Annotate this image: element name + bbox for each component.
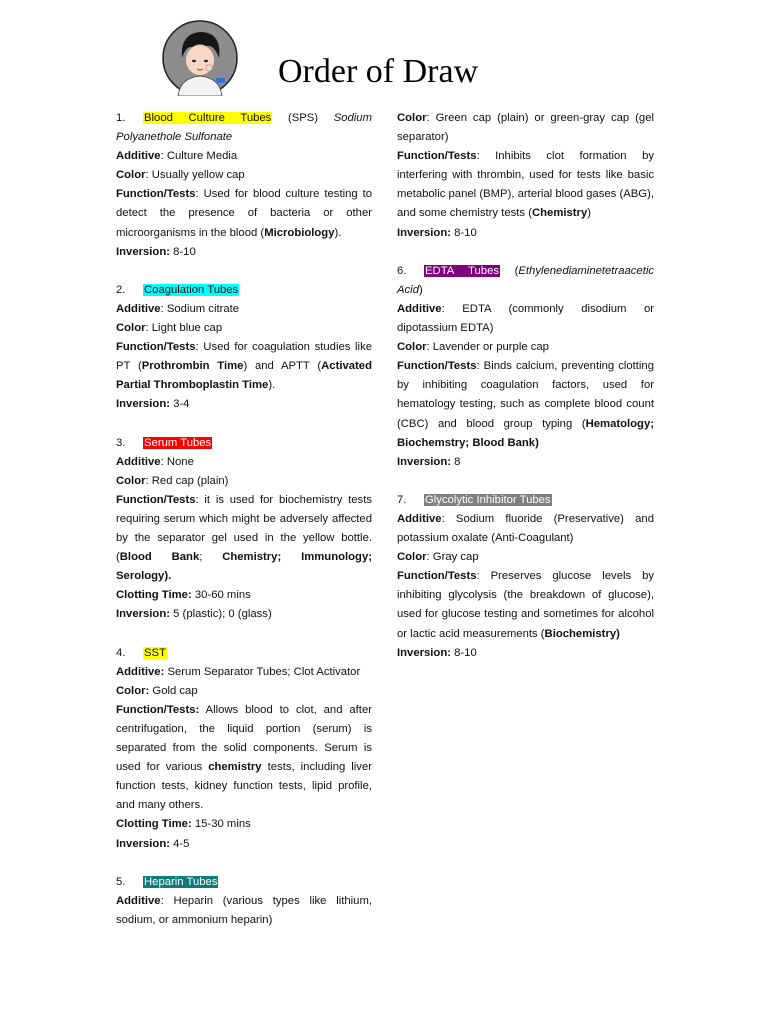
function-text: Allows blood to clot, and after centrifugation, the liquid portion (serum) is separated from the solid components. Serum is used for various xyxy=(116,703,372,774)
inversion-label: Inversion: xyxy=(116,398,170,411)
inversion-label: Inversion: xyxy=(116,245,170,258)
test-name: Prothrombin Time xyxy=(141,360,244,373)
section-number: 3. xyxy=(116,436,126,449)
tube-name-highlight: Heparin Tubes xyxy=(144,875,218,888)
inversion-value: 3-4 xyxy=(170,398,190,411)
function-label: Function/Tests xyxy=(397,360,477,373)
color-label: Color xyxy=(116,474,146,487)
additive-label: Additive xyxy=(116,455,161,468)
inversion-label: Inversion: xyxy=(397,455,451,468)
inversion-label: Inversion: xyxy=(116,608,170,621)
page-title: Order of Draw xyxy=(278,53,479,90)
tube-name-highlight: Glycolytic Inhibitor Tubes xyxy=(425,493,551,506)
color-label: Color xyxy=(116,169,146,182)
tube-name-highlight: Blood Culture Tubes xyxy=(144,112,272,124)
function-text: : it is used for biochemistry tests requiring serum which might be adversely affected by the separator gel used in the yellow bottle. ( xyxy=(116,493,372,564)
color-label: Color xyxy=(116,322,146,335)
color-value: : Light blue cap xyxy=(145,322,223,335)
function-label: Function/Tests xyxy=(116,341,196,354)
tube-name-highlight: SST xyxy=(144,646,166,659)
section-number: 1. xyxy=(116,112,126,124)
section-sst: 4. SST Additive: Serum Separator Tubes; Clot Activator Color: Gold cap Function/Tests: Allows blood to clot, and after centrifugation, the liquid portion (serum) is separated from the solid components. Serum is used for various chemistry tests, including liver function tests, kidney function tests, lipid profile, and many others. Clotting Time: 15-30 mins Inversion: 4-5 xyxy=(116,644,372,854)
avatar-illustration xyxy=(162,20,238,96)
inversion-value: 5 (plastic); 0 (glass) xyxy=(170,608,272,621)
section-number: 5. xyxy=(116,875,126,888)
color-label: Color xyxy=(397,341,427,354)
additive-value: : EDTA (commonly disodium or dipotassium EDTA) xyxy=(397,302,654,335)
tube-name-highlight: Serum Tubes xyxy=(144,436,212,449)
inversion-label: Inversion: xyxy=(116,837,170,850)
color-label: Color xyxy=(397,551,427,564)
function-label: Function/Tests xyxy=(397,150,477,163)
additive-label: Additive xyxy=(116,302,161,315)
section-glycolytic xyxy=(397,491,654,663)
inversion-value: 8-10 xyxy=(451,646,477,659)
additive-label: Additive xyxy=(116,894,161,907)
function-text: : Binds calcium, preventing clotting by inhibiting coagulation factors, used for hematology testing, such as complete blood count (CBC) and blood group typing ( xyxy=(397,360,654,430)
tube-name-highlight: Coagulation Tubes xyxy=(144,283,239,296)
clotting-value: 15-30 mins xyxy=(191,818,251,831)
function-label: Function/Tests xyxy=(397,570,477,583)
inversion-value: 8 xyxy=(451,455,461,468)
department: chemistry xyxy=(208,761,262,774)
color-value: Gold cap xyxy=(149,684,198,697)
department: Microbiology xyxy=(264,226,335,239)
additive-full-name: Sodium Polyanethole Sulfonate xyxy=(116,112,372,144)
section-number: 4. xyxy=(116,646,126,659)
inversion-value: 8-10 xyxy=(451,226,477,239)
additive-value: : Culture Media xyxy=(160,150,238,163)
additive-value: : None xyxy=(160,455,194,468)
color-value: : Gray cap xyxy=(426,551,479,564)
test-name: Activated Partial Thromboplastin Time xyxy=(116,360,372,392)
color-value: : Lavender or purple cap xyxy=(426,341,549,354)
department: Biochemistry) xyxy=(544,627,620,640)
function-label: Function/Tests xyxy=(116,493,196,506)
department: Blood Bank xyxy=(119,551,200,564)
additive-full-name: Ethylenediaminetetraacetic Acid xyxy=(397,264,654,296)
inversion-value: 8-10 xyxy=(170,245,196,258)
department: Chemistry; Immunology; Serology). xyxy=(116,551,372,583)
clotting-label: Clotting Time: xyxy=(116,818,192,831)
section-blood-culture: 1. Blood Culture Tubes (SPS) Sodium Polyanethole Sulfonate Additive: Culture Media Color: Usually yellow cap Function/Tests: Used for blood culture testing to detect the presence of bacteria or other microorganisms in the blood (Microbiology). Inversion: 8-10 xyxy=(116,109,372,262)
color-value: : Red cap (plain) xyxy=(145,474,229,487)
color-label: Color: xyxy=(116,684,150,697)
section-number: 7. xyxy=(397,493,407,506)
additive-label: Additive xyxy=(397,302,442,315)
function-label: Function/Tests: xyxy=(116,703,200,716)
additive-value: : Heparin (various types like lithium, sodium, or ammonium heparin) xyxy=(116,894,372,926)
left-column xyxy=(116,109,372,930)
section-heparin-part1 xyxy=(116,873,372,930)
inversion-value: 4-5 xyxy=(170,837,190,850)
department: Chemistry xyxy=(531,207,588,220)
section-serum: 3. Serum Tubes Additive: None Color: Red cap (plain) Function/Tests: it is used for biochemistry tests requiring serum which might be adversely affected by the separator gel used in the yellow bottle. (Blood Bank; Chemistry; Immunology; Serology). Clotting Time: 30-60 mins Inversion: 5 (plastic); 0 (glass) xyxy=(116,434,372,625)
function-text: : Used for blood culture testing to detect the presence of bacteria or other microorganisms in the blood ( xyxy=(116,188,372,239)
additive-label: Additive xyxy=(116,150,161,163)
section-number: 2. xyxy=(116,283,126,296)
department: Hematology; Biochemstry; Blood Bank) xyxy=(397,417,654,449)
additive-label: Additive: xyxy=(116,665,165,678)
right-column xyxy=(397,109,654,682)
color-label: Color xyxy=(397,112,427,124)
additive-value: : Sodium citrate xyxy=(160,302,240,315)
additive-label: Additive xyxy=(397,512,442,525)
inversion-label: Inversion: xyxy=(397,646,451,659)
function-text: : Inhibits clot formation by interfering with thrombin, used for tests like basic metabolic panel (BMP), arterial blood gases (ABG), and some chemistry tests ( xyxy=(397,150,654,220)
section-edta: 6. EDTA Tubes (Ethylenediaminetetraacetic Acid) Additive: EDTA (commonly disodium or dipotassium EDTA) Color: Lavender or purple cap Function/Tests: Binds calcium, preventing clotting by inhibiting coagulation factors, used for hematology testing, such as complete blood count (CBC) and blood group typing (Hematology; Biochemstry; Blood Bank) Inversion: 8 xyxy=(397,262,654,472)
function-text: : Preserves glucose levels by inhibiting glycolysis (the breakdown of glucose), used for glucose testing and sometimes for alcohol or lactic acid measurements ( xyxy=(397,570,654,640)
section-number: 6. xyxy=(397,264,407,277)
function-label: Function/Tests xyxy=(116,188,196,201)
additive-value: : Sodium fluoride (Preservative) and potassium oxalate (Anti-Coagulant) xyxy=(397,512,654,545)
inversion-label: Inversion: xyxy=(397,226,451,239)
function-text: : Used for coagulation studies like PT ( xyxy=(116,341,372,373)
section-coagulation: 2. Coagulation Tubes Additive: Sodium citrate Color: Light blue cap Function/Tests: Used for coagulation studies like PT (Prothrombin Time) and APTT (Activated Partial Thromboplastin Time). Inversion: 3-4 xyxy=(116,281,372,415)
clotting-label: Clotting Time: xyxy=(116,589,192,602)
color-value: : Green cap (plain) or green-gray cap (gel separator) xyxy=(397,112,654,144)
section-heparin-part2: Color: Green cap (plain) or green-gray cap (gel separator) Function/Tests: Inhibits clot formation by interfering with thrombin, used for tests like basic metabolic panel (BMP), arterial blood gases (ABG), and some chemistry tests (Chemistry) Inversion: 8-10 xyxy=(397,112,654,239)
clotting-value: 30-60 mins xyxy=(191,589,251,602)
additive-value: Serum Separator Tubes; Clot Activator xyxy=(164,665,361,678)
color-value: : Usually yellow cap xyxy=(145,169,245,182)
tube-name-highlight: EDTA Tubes xyxy=(425,264,500,277)
